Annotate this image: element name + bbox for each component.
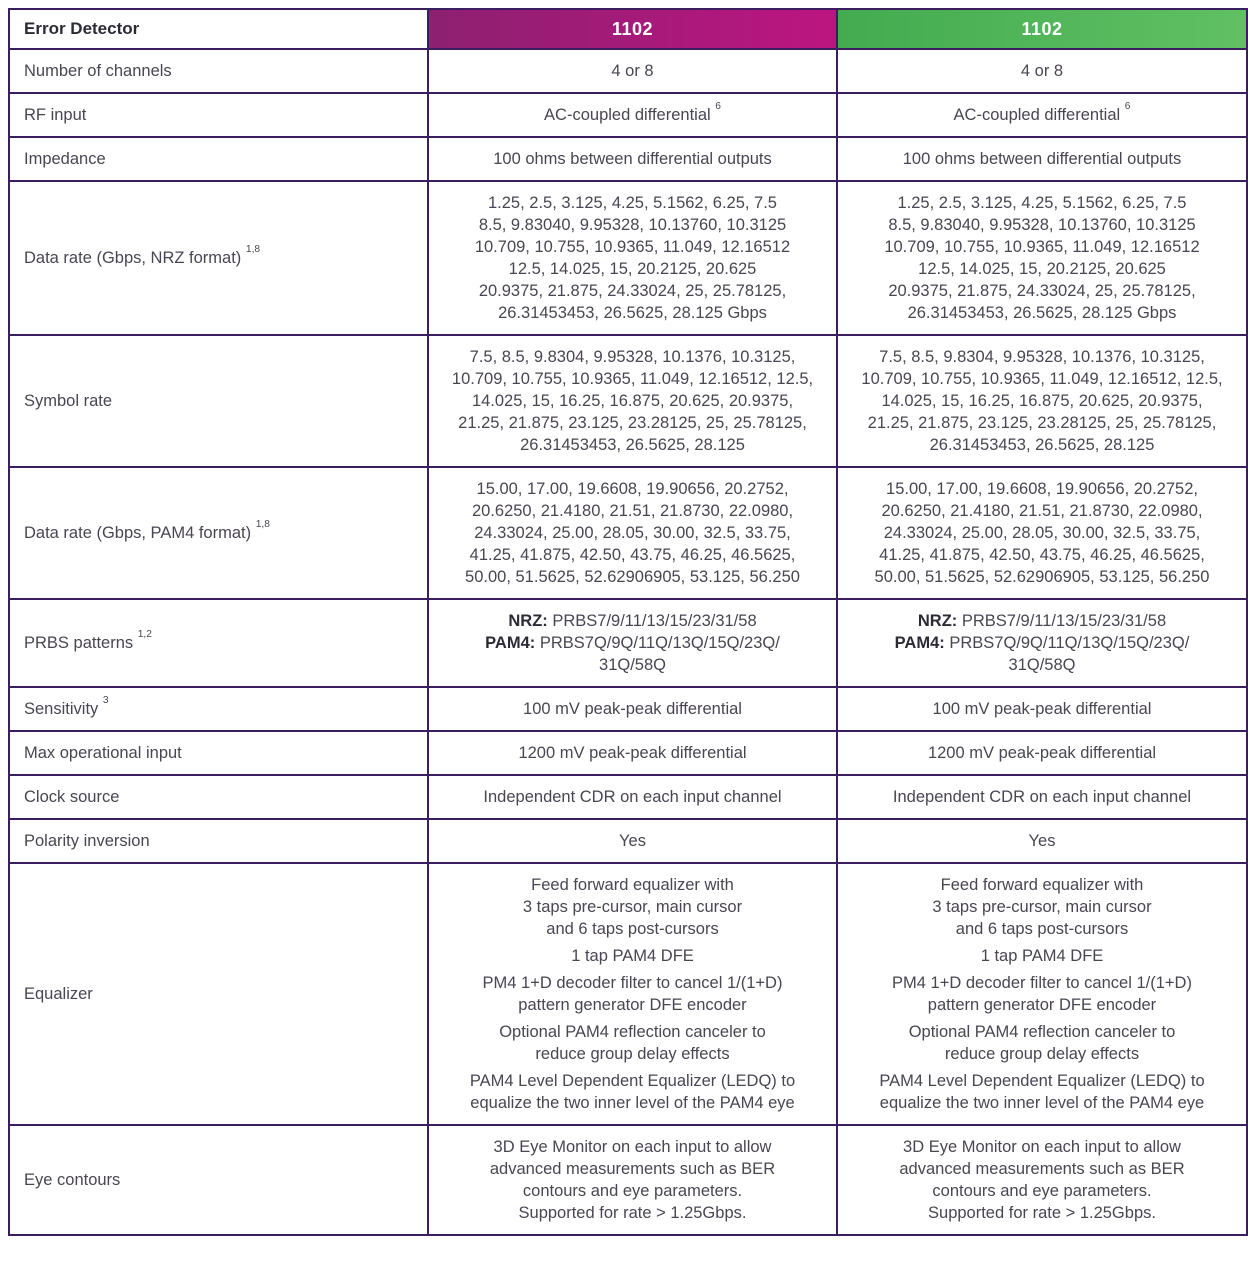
row-label: Data rate (Gbps, PAM4 format) $^{1,8}$ [9,467,428,599]
spec-value-cell [428,467,837,599]
spec-table [8,8,1248,1236]
value-paragraph: 15.00, 17.00, 19.6608, 19.90656, 20.2752, 20.6250, 21.4180, 21.51, 21.8730, 22.0980, 24.33024, 25.00, 28.05, 30.00, 32.5, 33.75, 41.25, 41.875, 42.50, 43.75, 46.25, 46.5625, 50.00, 51.5625, 52.62906905, 53.125, 56.250 [874,480,1210,586]
value-paragraph: Feed forward equalizer with 3 taps pre-cursor, main cursor and 6 taps post-cursors [932,876,1152,938]
value-paragraph: 3D Eye Monitor on each input to allow advanced measurements such as BER contours and eye parameters. Supported for rate > 1.25Gbps. [899,1138,1185,1222]
spec-value-cell [428,775,837,819]
value-paragraph: 15.00, 17.00, 19.6608, 19.90656, 20.2752, 20.6250, 21.4180, 21.51, 21.8730, 22.0980, 24.33024, 25.00, 28.05, 30.00, 32.5, 33.75, 41.25, 41.875, 42.50, 43.75, 46.25, 46.5625, 50.00, 51.5625, 52.62906905, 53.125, 56.250 [465,480,800,586]
spec-table-body [9,49,1247,1235]
value-paragraph: 1.25, 2.5, 3.125, 4.25, 5.1562, 6.25, 7.5 8.5, 9.83040, 9.95328, 10.13760, 10.3125 10.709, 10.755, 10.9365, 11.049, 12.16512 12.5, 14.025, 15, 20.2125, 20.625 20.9375, 21.875, 24.33024, 25, 25.78125, 26.31453453, 26.5625, 28.125 Gbps [474,194,791,322]
value-paragraph: PM4 1+D decoder filter to cancel 1/(1+D) pattern generator DFE encoder [482,974,783,1014]
row-label: Number of channels [9,49,428,93]
value-paragraph: NRZ: PRBS7/9/11/13/15/23/31/58 PAM4: PRBS7Q/9Q/11Q/13Q/15Q/23Q/ 31Q/58Q [894,612,1190,674]
value-paragraph: 100 ohms between differential outputs [902,150,1182,168]
value-paragraph: 4 or 8 [611,62,654,80]
table-title: Error Detector [9,9,428,49]
value-paragraph: PAM4 Level Dependent Equalizer (LEDQ) to equalize the two inner level of the PAM4 eye [469,1072,796,1112]
value-paragraph: 7.5, 8.5, 9.8304, 9.95328, 10.1376, 10.3125, 10.709, 10.755, 10.9365, 11.049, 12.16512, 12.5, 14.025, 15, 16.25, 16.875, 20.625, 20.9375, 21.25, 21.875, 23.125, 23.28125, 25, 25.78125, 26.31453453, 26.5625, 28.125 [861,348,1223,454]
value-paragraph: 1 tap PAM4 DFE [980,947,1104,965]
spec-value-cell [837,819,1247,863]
spec-value-cell [428,687,837,731]
row-label: Impedance [9,137,428,181]
spec-value-cell [428,731,837,775]
spec-value-cell [837,775,1247,819]
value-paragraph: 4 or 8 [1020,62,1064,80]
row-label: Eye contours [9,1125,428,1235]
value-paragraph: Optional PAM4 reflection canceler to reduce group delay effects [499,1023,766,1063]
spec-value-cell [428,181,837,335]
value-paragraph: 1200 mV peak-peak differential [927,744,1157,762]
spec-value-cell [428,137,837,181]
row-label: PRBS patterns $^{1,2}$ [9,599,428,687]
spec-value-cell [837,687,1247,731]
value-paragraph: 1.25, 2.5, 3.125, 4.25, 5.1562, 6.25, 7.5 8.5, 9.83040, 9.95328, 10.13760, 10.3125 10.709, 10.755, 10.9365, 11.049, 12.16512 12.5, 14.025, 15, 20.2125, 20.625 20.9375, 21.875, 24.33024, 25, 25.78125, 26.31453453, 26.5625, 28.125 Gbps [884,194,1200,322]
spec-value-cell [837,335,1247,467]
spec-value-cell [428,819,837,863]
spec-value-cell [837,599,1247,687]
value-paragraph: 100 ohms between differential outputs [493,150,772,168]
value-paragraph: 7.5, 8.5, 9.8304, 9.95328, 10.1376, 10.3125, 10.709, 10.755, 10.9365, 11.049, 12.16512, 12.5, 14.025, 15, 16.25, 16.875, 20.625, 20.9375, 21.25, 21.875, 23.125, 23.28125, 25, 25.78125, 26.31453453, 26.5625, 28.125 [451,348,814,454]
spec-value-cell [837,49,1247,93]
row-label: Equalizer [9,863,428,1125]
value-paragraph: Independent CDR on each input channel [892,788,1192,806]
table-row [9,467,1247,599]
value-paragraph: PAM4 Level Dependent Equalizer (LEDQ) to equalize the two inner level of the PAM4 eye [879,1072,1205,1112]
value-paragraph: AC-coupled differential $^6$ [544,100,721,124]
value-paragraph: Yes [1028,832,1056,850]
row-label: Data rate (Gbps, NRZ format) $^{1,8}$ [9,181,428,335]
spec-value-cell [428,49,837,93]
table-row [9,599,1247,687]
spec-value-cell [837,93,1247,137]
table-row [9,335,1247,467]
table-row [9,93,1247,137]
value-paragraph: Feed forward equalizer with 3 taps pre-cursor, main cursor and 6 taps post-cursors [522,876,743,938]
row-label: Polarity inversion [9,819,428,863]
value-paragraph: 1200 mV peak-peak differential [518,744,747,762]
spec-value-cell [428,863,837,1125]
spec-value-cell [428,335,837,467]
row-label: Symbol rate [9,335,428,467]
value-paragraph: AC-coupled differential $^6$ [953,100,1131,124]
table-row [9,49,1247,93]
spec-value-cell [837,467,1247,599]
value-paragraph: PM4 1+D decoder filter to cancel 1/(1+D) pattern generator DFE encoder [892,974,1192,1014]
spec-value-cell [428,1125,837,1235]
spec-value-cell [428,93,837,137]
value-paragraph: Yes [619,832,646,850]
table-row [9,863,1247,1125]
table-row [9,819,1247,863]
spec-value-cell [428,599,837,687]
table-row [9,1125,1247,1235]
spec-value-cell [837,181,1247,335]
table-row [9,181,1247,335]
table-row [9,775,1247,819]
spec-value-cell [837,1125,1247,1235]
spec-value-cell [837,863,1247,1125]
row-label: Max operational input [9,731,428,775]
product-header-1: 1102 [428,9,837,49]
table-row [9,731,1247,775]
value-paragraph: 100 mV peak-peak differential [932,700,1152,718]
value-paragraph: Independent CDR on each input channel [483,788,782,806]
header-row [9,9,1247,49]
value-paragraph: 100 mV peak-peak differential [523,700,742,718]
row-label: Clock source [9,775,428,819]
value-paragraph: Optional PAM4 reflection canceler to reduce group delay effects [908,1023,1176,1063]
value-paragraph: NRZ: PRBS7/9/11/13/15/23/31/58 PAM4: PRBS7Q/9Q/11Q/13Q/15Q/23Q/ 31Q/58Q [485,612,780,674]
row-label: RF input [9,93,428,137]
table-row [9,687,1247,731]
value-paragraph: 1 tap PAM4 DFE [571,947,694,965]
product-header-2: 1102 [837,9,1247,49]
spec-value-cell [837,731,1247,775]
table-row [9,137,1247,181]
value-paragraph: 3D Eye Monitor on each input to allow advanced measurements such as BER contours and eye parameters. Supported for rate > 1.25Gbps. [489,1138,776,1222]
row-label: Sensitivity $^3$ [9,687,428,731]
spec-value-cell [837,137,1247,181]
